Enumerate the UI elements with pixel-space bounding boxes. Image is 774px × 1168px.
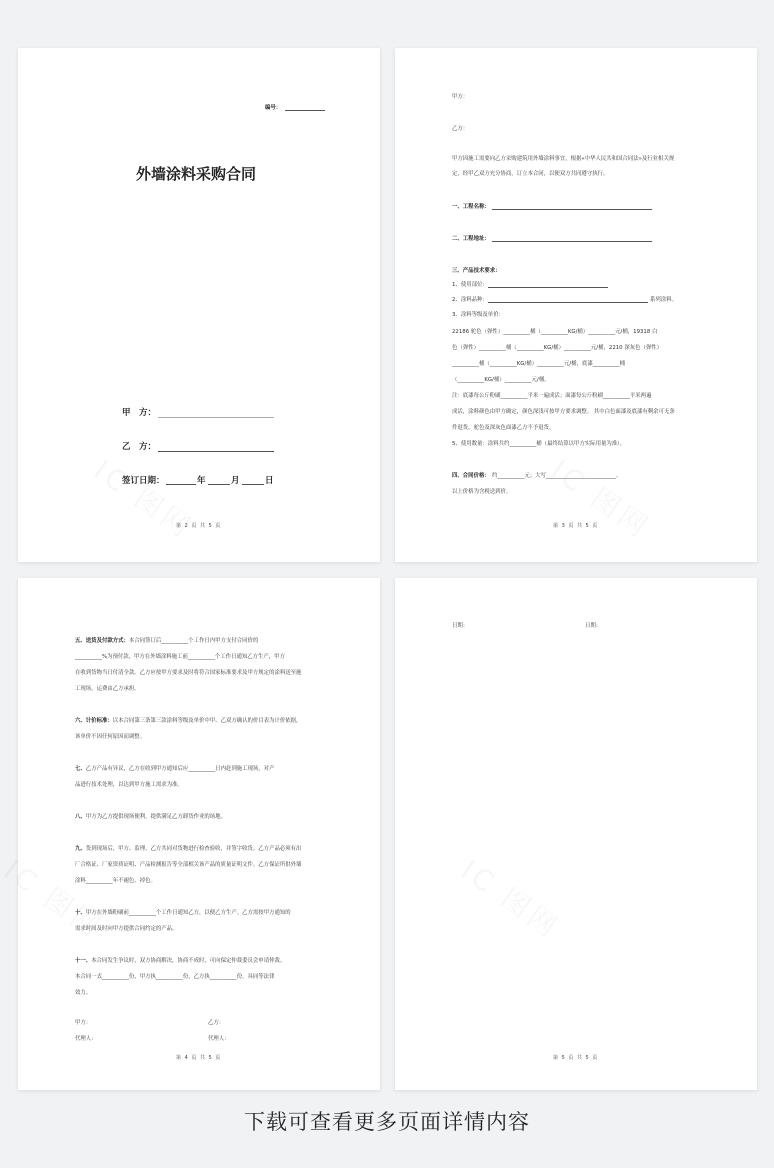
date-a: 日期：	[452, 623, 469, 629]
project-name-line	[492, 209, 652, 210]
section-11-text: 本合同发生争议时，双方协商解决，协商不成时，可向保定仲裁委员会申请仲裁。	[91, 958, 286, 964]
month-line	[208, 484, 230, 485]
item-5: 5、使用数量：涂料共约__________桶（最终结算以甲方实际用量为准）。	[452, 441, 626, 447]
coating-type-line	[488, 302, 648, 303]
page-footer: 第 4 页 共 5 页	[176, 1055, 222, 1061]
item-2: 2、涂料品种：	[452, 297, 488, 303]
watermark	[454, 849, 569, 946]
section-5-line: 工现场，运费由乙方承担。	[75, 686, 140, 692]
section-1-title: 一、工程名称：	[452, 204, 490, 210]
section-5	[75, 636, 258, 644]
section-2-title: 二、工程地址：	[452, 236, 490, 242]
section-7-title: 七、	[75, 766, 86, 772]
party-a-line	[158, 417, 274, 418]
section-7	[75, 764, 274, 772]
section-6-text: 以本合同第三条第三款涂料等级及单价中甲、乙双方确认的价目表为计价依据，	[112, 718, 302, 724]
section-5-title: 五、送货及付款方式：	[75, 638, 129, 644]
day-line	[242, 484, 264, 485]
party-b-line	[158, 451, 274, 452]
intro-line: 定，经甲乙双方充分协商，订立本合同，以便双方共同遵守执行。	[452, 171, 609, 177]
party-a-sign: 甲方：	[75, 1020, 92, 1026]
section-8	[75, 812, 226, 820]
contract-page-3	[395, 48, 757, 562]
item-2-tail: 系列涂料。	[650, 297, 677, 303]
section-8-text: 甲方为乙方提供现场便利，提供满足乙方卸货作业的场地。	[85, 814, 226, 820]
spec-row: 色（弹性）__________桶（__________KG/桶）__________元/桶，2210 深灰色（弹性）	[452, 345, 663, 351]
intro-line: 甲方因施工需要向乙方采购建筑用外墙涂料事宜，根据«中华人民共和国合同法»及行业相关规	[452, 156, 675, 162]
party-b-label: 乙 方：	[122, 442, 157, 452]
download-caption: 下载可查看更多页面详情内容	[244, 1110, 530, 1134]
contract-cover-page	[18, 48, 380, 562]
section-9	[75, 844, 301, 852]
section-3-title: 三、产品技术要求：	[452, 268, 501, 274]
section-4-title: 四、合同价格：	[452, 473, 490, 479]
month-label: 月	[231, 476, 240, 486]
page-footer: 第 3 页 共 5 页	[553, 523, 599, 529]
section-7-line: 品进行技术处理，以达到甲方施工需求为准。	[75, 782, 183, 788]
sign-date-label: 签订日期：	[122, 476, 165, 486]
price-note: 以上价格为含税送到价。	[452, 489, 512, 495]
party-b-label: 乙方：	[452, 126, 469, 132]
contract-number-line	[285, 110, 325, 111]
spec-row: 22186 驼色（弹性）__________桶（__________KG/桶）__________元/桶，19318 白	[452, 329, 658, 335]
section-5-line: __________%为预付款，甲方在外墙涂料施工前__________个工作日通知乙方生产，甲方	[75, 654, 285, 660]
agent-b-sign: 代理人：	[208, 1036, 230, 1042]
party-b-sign: 乙方：	[208, 1020, 225, 1026]
section-11-title: 十一、	[75, 958, 92, 964]
note-row: 成活，涂料颜色由甲方确定，颜色深浅可按甲方要求调整。 其中白色面漆及底漆有剩余可无条	[452, 409, 675, 415]
section-6-title: 六、计价标准：	[75, 718, 113, 724]
section-10-title: 十、	[75, 910, 86, 916]
section-9-line: 涂料__________年不褪色、掉色。	[75, 878, 156, 884]
section-9-line: 厂合格证、厂家资质证明、产品检测报告等全部相关该产品的质量证明文件。乙方保证所供外墙	[75, 862, 302, 868]
watermark	[544, 449, 659, 546]
contract-number-label: 编号：	[265, 105, 282, 111]
page-footer: 第 2 页 共 5 页	[176, 523, 222, 529]
section-6-line: 该单价不因任何原因而调整。	[75, 734, 146, 740]
contract-title: 外墙涂料采购合同	[136, 165, 257, 183]
spec-row: __________桶（__________KG/桶）__________元/桶，底漆__________桶	[452, 361, 626, 367]
page-footer: 第 5 页 共 5 页	[553, 1055, 599, 1061]
note-row: 件退货，驼色及深灰色面漆乙方不予退货。	[452, 425, 555, 431]
spec-row: （__________KG/桶）__________元/桶。	[452, 377, 550, 383]
date-b: 日期：	[585, 623, 602, 629]
section-7-text: 乙方产品有异议，乙方在收到甲方通知后应__________日内赶到施工现场，对产	[85, 766, 275, 772]
section-5-line: 在收到货物当日付清全款。乙方应按甲方要求及时将符合国家标准要求及甲方规定的涂料送至施	[75, 670, 302, 676]
section-11-line: 效力。	[75, 990, 92, 996]
year-line	[166, 484, 196, 485]
party-a-label: 甲方：	[452, 94, 469, 100]
section-6	[75, 716, 301, 724]
note-row: 注：底漆每公斤粉刷__________平米一遍成活；面漆每公斤粉刷__________平米两遍	[452, 393, 652, 399]
usage-part-line	[488, 287, 608, 288]
section-10-text: 甲方在外墙粉刷前__________个工作日通知乙方，以便乙方生产。乙方需按甲方通知的	[85, 910, 291, 916]
year-label: 年	[197, 476, 206, 486]
contract-price: 约__________元；大写__________________________。	[492, 473, 622, 479]
agent-a-sign: 代理人：	[75, 1036, 97, 1042]
section-8-title: 八、	[75, 814, 86, 820]
day-label: 日	[265, 476, 274, 486]
project-address-line	[492, 241, 652, 242]
section-10-line: 需求时间及时向甲方提供合同约定的产品。	[75, 926, 178, 932]
contract-page-4	[18, 578, 380, 1090]
section-10	[75, 908, 291, 916]
section-9-text: 货到现场后，甲方、监理、乙方共同对货物进行检查验收，并签字收货。乙方产品必须有出	[85, 846, 302, 852]
section-11-line: 本合同一式__________份，甲方执__________份，乙方执__________份，具同等法律	[75, 974, 275, 980]
contract-page-5	[395, 578, 757, 1090]
section-9-title: 九、	[75, 846, 86, 852]
item-1: 1、使用部位：	[452, 282, 488, 288]
section-11	[75, 956, 285, 964]
party-a-label: 甲 方：	[122, 408, 157, 418]
watermark	[87, 449, 202, 546]
section-5-text: 本合同签订后__________个工作日内甲方支付合同价的	[128, 638, 259, 644]
item-3: 3、涂料等级及单价：	[452, 312, 504, 318]
